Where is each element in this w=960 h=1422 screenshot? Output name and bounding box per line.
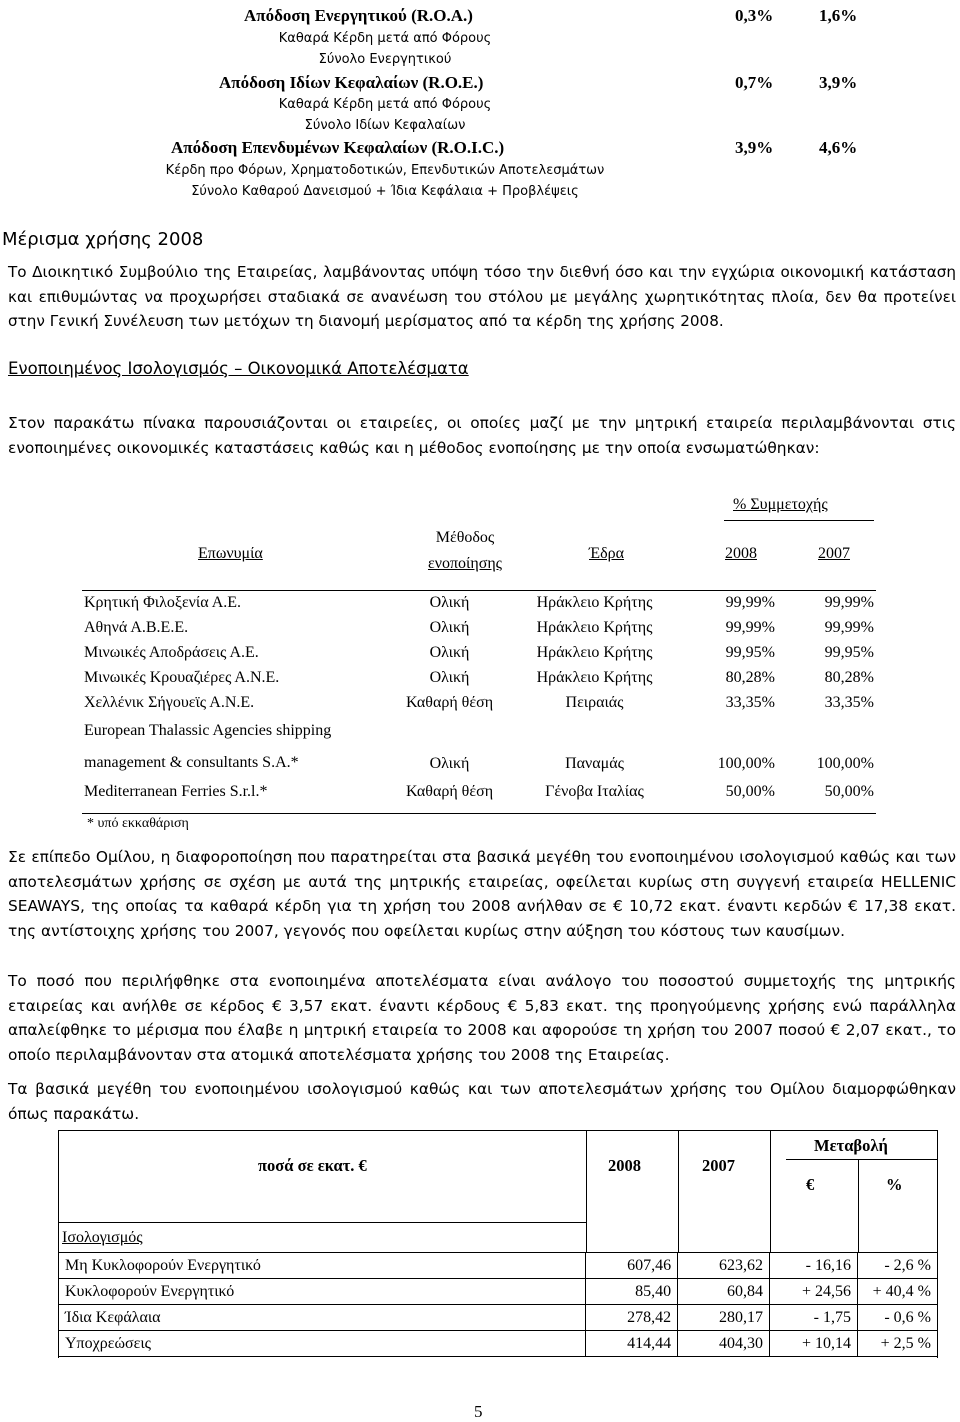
consolidated-heading: Ενοποιημένος Ισολογισμός – Οικονομικά Αποτελέσματα bbox=[8, 359, 469, 378]
ratio-numerator: Καθαρά Κέρδη μετά από Φόρους bbox=[278, 97, 492, 112]
row-label: Υποχρεώσεις bbox=[59, 1331, 586, 1357]
value-2008: 607,46 bbox=[586, 1253, 678, 1279]
ratio-value-2007: 4,6% bbox=[819, 138, 858, 157]
table-row bbox=[59, 1331, 938, 1357]
page-number: 5 bbox=[474, 1402, 483, 1421]
change-pct: + 2,5 % bbox=[857, 1331, 937, 1357]
col-divider bbox=[858, 1159, 859, 1252]
seat: Πειραιάς bbox=[565, 693, 624, 711]
table-row bbox=[59, 1305, 938, 1331]
participation-header bbox=[733, 496, 828, 514]
change-eur: - 16,16 bbox=[770, 1253, 858, 1279]
row-divider bbox=[58, 1222, 586, 1223]
header-2008: 2008 bbox=[725, 545, 757, 562]
value-2008: 414,44 bbox=[586, 1331, 678, 1357]
table-row bbox=[82, 665, 876, 690]
company-name: Κρητική Φιλοξενία Α.Ε. bbox=[84, 593, 242, 611]
header-method-line1: Μέθοδος bbox=[435, 529, 495, 546]
table-row bbox=[59, 1253, 938, 1279]
header-change: Μεταβολή bbox=[814, 1136, 888, 1155]
ratio-value-2008: 3,9% bbox=[735, 138, 774, 157]
row-label: Μη Κυκλοφορούν Ενεργητικό bbox=[59, 1253, 586, 1279]
value-2008: 278,42 bbox=[586, 1305, 678, 1331]
table-rule bbox=[82, 590, 876, 591]
ratio-value-2008: 0,3% bbox=[735, 6, 774, 25]
company-name-line2: management & consultants S.A.* bbox=[84, 754, 299, 771]
header-eur: € bbox=[806, 1175, 815, 1194]
change-eur: + 10,14 bbox=[770, 1331, 858, 1357]
value-2007: 280,17 bbox=[678, 1305, 770, 1331]
pct-2008: 99,99% bbox=[725, 618, 775, 636]
value-2007: 623,62 bbox=[678, 1253, 770, 1279]
participation-header-label: % Συμμετοχής bbox=[733, 496, 828, 513]
ratio-numerator: Καθαρά Κέρδη μετά από Φόρους bbox=[278, 31, 492, 46]
table-rule bbox=[82, 813, 876, 814]
ratio-denominator: Σύνολο Ιδίων Κεφαλαίων bbox=[304, 118, 466, 133]
company-name: Χελλένικ Σήγουεϊς Α.Ν.Ε. bbox=[84, 693, 255, 711]
col-divider bbox=[770, 1130, 771, 1252]
table-row bbox=[82, 715, 876, 779]
header-name: Επωνυμία bbox=[198, 545, 263, 562]
pct-2007: 99,95% bbox=[824, 643, 874, 661]
seat: Γένοβα Ιταλίας bbox=[545, 782, 644, 800]
financials-rows bbox=[58, 1252, 938, 1357]
header-2007: 2007 bbox=[818, 545, 850, 562]
col-divider bbox=[678, 1130, 679, 1252]
method: Καθαρή θέση bbox=[405, 782, 494, 800]
method: Ολική bbox=[429, 618, 470, 636]
method: Ολική bbox=[429, 593, 470, 611]
ratio-title: Απόδοση Ενεργητικού (R.O.A.) bbox=[244, 6, 473, 25]
header-method bbox=[420, 529, 510, 573]
ratio-denominator: Σύνολο Καθαρού Δανεισμού + Ίδια Κεφάλαια + Προβλέψεις bbox=[191, 184, 579, 199]
seat: Ηράκλειο Κρήτης bbox=[536, 618, 653, 636]
ratio-title: Απόδοση Ιδίων Κεφαλαίων (R.O.E.) bbox=[219, 73, 484, 92]
change-eur: + 24,56 bbox=[770, 1279, 858, 1305]
participation-divider bbox=[724, 520, 874, 521]
seat: Ηράκλειο Κρήτης bbox=[536, 593, 653, 611]
change-pct: - 0,6 % bbox=[857, 1305, 937, 1331]
value-2007: 404,30 bbox=[678, 1331, 770, 1357]
group-paragraph: Σε επίπεδο Ομίλου, η διαφοροποίηση που παρατηρείται στα βασικά μεγέθη του ενοποιημένου ισολογισμού καθώς και των αποτελεσμάτων χρήσης σε σχέση με αυτά της μητρικής εταιρείας, οφείλεται κυρίως στη συγγενή εταιρεία HELLENIC SEAWAYS, της οποίας τα καθαρά κέρδη για τη χρήση του 2008 ανήλθαν σε € 10,72 εκατ. έναντι κερδών € 17,38 εκατ. της αντίστοιχης χρήσης του 2007, γεγονός που οφείλεται κυρίως στην αύξηση του κόστους των καυσίμων. bbox=[8, 848, 956, 940]
main-paragraph: Τα βασικά μεγέθη του ενοποιημένου ισολογισμού καθώς και των αποτελεσμάτων χρήσης του Ομίλου διαμορφώθηκαν όπως παρακάτω. bbox=[8, 1080, 956, 1123]
change-divider bbox=[786, 1159, 938, 1160]
method: Καθαρή θέση bbox=[405, 693, 494, 711]
method: Ολική bbox=[429, 643, 470, 661]
change-pct: + 40,4 % bbox=[857, 1279, 937, 1305]
financials-table bbox=[58, 1130, 938, 1366]
change-pct: - 2,6 % bbox=[857, 1253, 937, 1279]
header-method-line2: ενοποίησης bbox=[427, 555, 503, 572]
table-row bbox=[82, 690, 876, 715]
method: Ολική bbox=[429, 755, 470, 772]
table-row bbox=[59, 1279, 938, 1305]
pct-2008: 99,95% bbox=[725, 643, 775, 661]
seat: Ηράκλειο Κρήτης bbox=[536, 643, 653, 661]
pct-2007: 100,00% bbox=[816, 755, 874, 772]
company-name bbox=[82, 715, 387, 779]
company-name: Μινωικές Αποδράσεις Α.Ε. bbox=[84, 643, 259, 661]
dividend-heading: Μέρισμα χρήσης 2008 bbox=[2, 229, 204, 250]
pct-2008: 100,00% bbox=[717, 755, 775, 772]
header-amounts: ποσά σε εκατ. € bbox=[258, 1156, 367, 1175]
table-row bbox=[82, 615, 876, 640]
table-row bbox=[82, 640, 876, 665]
header-pct: % bbox=[886, 1175, 903, 1194]
header-seat: Έδρα bbox=[589, 545, 625, 562]
header-2007: 2007 bbox=[702, 1156, 735, 1175]
pct-2008: 99,99% bbox=[725, 593, 775, 611]
pct-2007: 80,28% bbox=[824, 668, 874, 686]
company-name: Μινωικές Κρουαζιέρες Α.Ν.Ε. bbox=[84, 668, 280, 686]
ratio-value-2008: 0,7% bbox=[735, 73, 774, 92]
ratio-title: Απόδοση Επενδυμένων Κεφαλαίων (R.O.I.C.) bbox=[171, 138, 505, 157]
change-eur: - 1,75 bbox=[770, 1305, 858, 1331]
seat: Παναμάς bbox=[565, 755, 624, 772]
table-row bbox=[82, 779, 876, 804]
header-2008: 2008 bbox=[608, 1156, 641, 1175]
pct-2007: 33,35% bbox=[824, 693, 874, 711]
ratio-denominator: Σύνολο Ενεργητικού bbox=[318, 52, 452, 67]
table-row bbox=[82, 590, 876, 615]
row-label: Κυκλοφορούν Ενεργητικό bbox=[59, 1279, 586, 1305]
row-label: Ίδια Κεφάλαια bbox=[59, 1305, 586, 1331]
subsidiaries-table bbox=[82, 590, 876, 804]
section-label: Ισολογισμός bbox=[62, 1229, 143, 1246]
ratio-value-2007: 3,9% bbox=[819, 73, 858, 92]
ratio-numerator: Κέρδη προ Φόρων, Χρηματοδοτικών, Επενδυτικών Αποτελεσμάτων bbox=[165, 163, 605, 178]
value-2008: 85,40 bbox=[586, 1279, 678, 1305]
company-name: Mediterranean Ferries S.r.l.* bbox=[84, 782, 268, 800]
seat: Ηράκλειο Κρήτης bbox=[536, 668, 653, 686]
method: Ολική bbox=[429, 668, 470, 686]
company-name: Αθηνά Α.Β.Ε.Ε. bbox=[84, 618, 189, 636]
amount-paragraph: Το ποσό που περιλήφθηκε στα ενοποιημένα αποτελέσματα είναι ανάλογο του ποσοστού συμμετοχής της μητρικής εταιρείας και ανήλθε σε κέρδος € 3,57 εκατ. έναντι κέρδους € 5,83 εκατ. της προηγούμενης χρήσης ενώ παράλληλα απαλείφθηκε το μέρισμα που έλαβε η μητρική εταιρεία το 2008 και αφορούσε τη χρήση του 2007 ποσού € 2,07 εκατ., το οποίο περιλαμβάνονταν στα ατομικά αποτελέσματα χρήσης του 2008 της Εταιρείας. bbox=[8, 972, 956, 1064]
ratio-value-2007: 1,6% bbox=[819, 6, 858, 25]
dividend-paragraph: Το Διοικητικό Συμβούλιο της Εταιρείας, λαμβάνοντας υπόψη τόσο την διεθνή όσο και την εγχώρια οικονομική κατάσταση και επιθυμώντας να προχωρήσει σταδιακά σε ανανέωση του στόλου με μεγάλης χωρητικότητας πλοία, δεν θα προτείνει στην Γενική Συνέλευση των μετόχων τη διανομή μερίσματος από τα κέρδη της χρήσης 2008. bbox=[8, 263, 956, 330]
pct-2007: 99,99% bbox=[824, 618, 874, 636]
pct-2008: 33,35% bbox=[725, 693, 775, 711]
value-2007: 60,84 bbox=[678, 1279, 770, 1305]
pct-2008: 50,00% bbox=[725, 782, 775, 800]
consolidated-intro: Στον παρακάτω πίνακα παρουσιάζονται οι εταιρείες, οι οποίες μαζί με την μητρική εταιρεία περιλαμβάνονται στις ενοποιημένες οικονομικές καταστάσεις καθώς και η μέθοδος ενοποίησης με την οποία ενσωματώθηκαν: bbox=[8, 414, 956, 457]
pct-2007: 99,99% bbox=[824, 593, 874, 611]
company-name-line1: European Thalassic Agencies shipping bbox=[84, 722, 332, 739]
pct-2007: 50,00% bbox=[824, 782, 874, 800]
pct-2008: 80,28% bbox=[725, 668, 775, 686]
footnote: * υπό εκκαθάριση bbox=[87, 816, 189, 831]
col-divider bbox=[586, 1130, 587, 1252]
